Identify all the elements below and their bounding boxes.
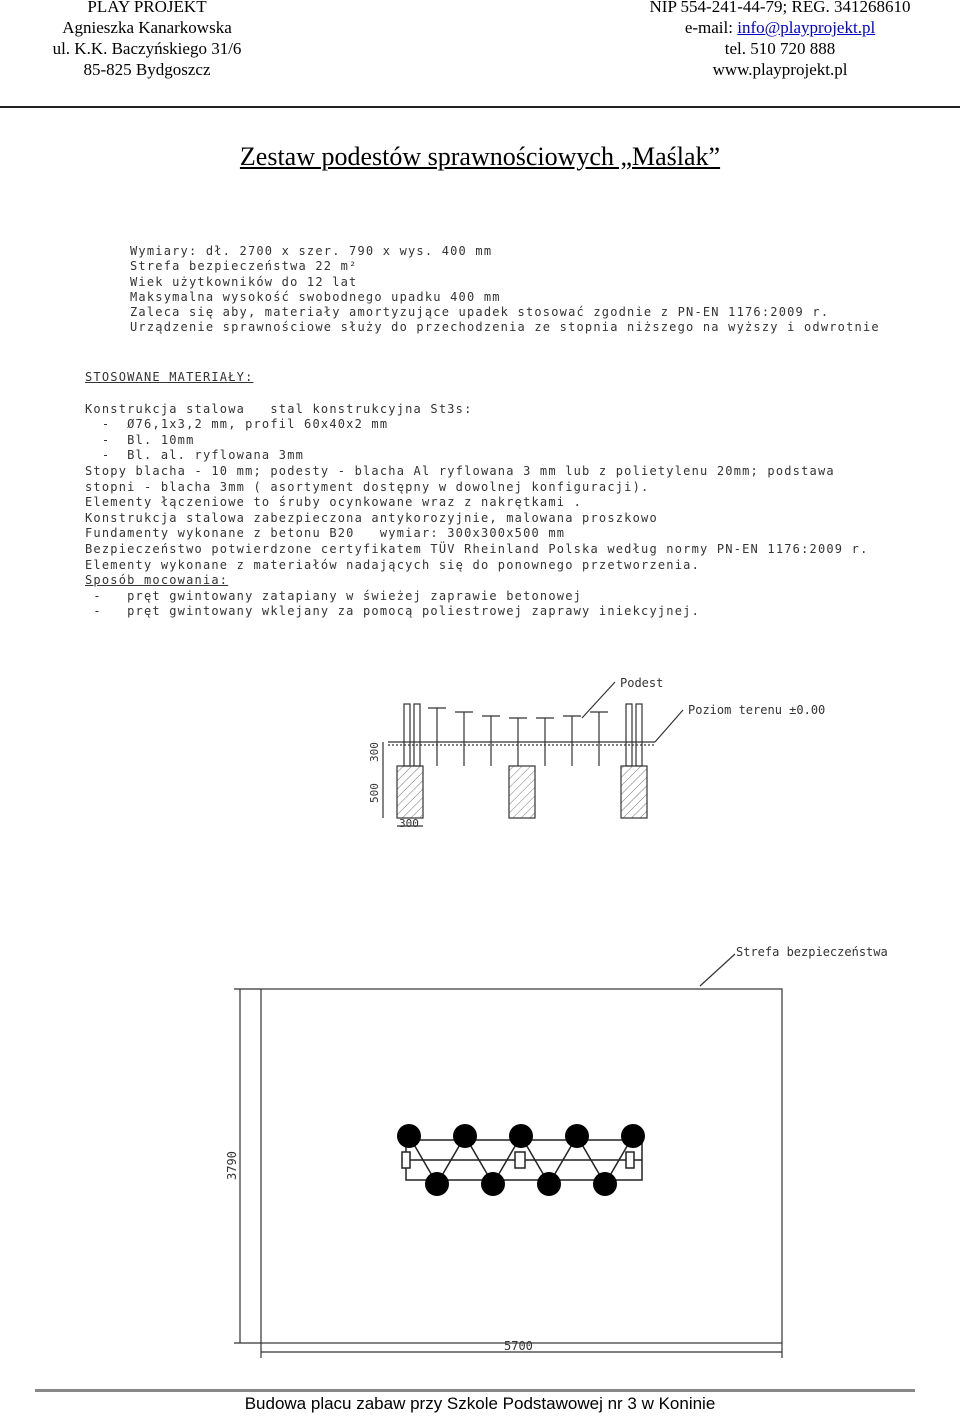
email-label: e-mail: <box>684 18 738 37</box>
spec-line: Urządzenie sprawnościowe służy do przechodzenia ze stopnia niższego na wyższy i odwrotnie <box>130 320 880 335</box>
materials-section <box>85 370 869 620</box>
materials-line: Bezpieczeństwo potwierdzone certyfikatem TÜV Rheinland Polska według normy PN-EN 1176:2009 r. <box>85 541 869 556</box>
mounting-line: - pręt gwintowany wklejany za pomocą poliestrowej zaprawy iniekcyjnej. <box>85 604 700 619</box>
footer-text: Budowa placu zabaw przy Szkole Podstawowej nr 3 w Koninie <box>244 1394 716 1413</box>
materials-heading: STOSOWANE MATERIAŁY: <box>85 370 254 384</box>
elevation-drawing <box>0 660 960 840</box>
label-platform: Podest <box>620 676 664 690</box>
document-title: Zestaw podestów sprawnościowych „Maślak” <box>239 142 721 171</box>
materials-line: Elementy wykonane z materiałów nadających się do ponownego przetworzenia. <box>85 557 700 572</box>
dim-width: 5700 <box>504 1339 533 1353</box>
spec-line: Strefa bezpieczeństwa 22 m² <box>130 259 358 274</box>
dim-height: 3790 <box>225 1151 239 1180</box>
materials-line: - Bl. 10mm <box>85 432 195 447</box>
materials-line: Elementy łączeniowe to śruby ocynkowane wraz z nakrętkami . <box>85 495 583 510</box>
elevation-structure <box>383 682 683 826</box>
company-address-block <box>32 0 262 80</box>
materials-line: Fundamenty wykonane z betonu B20 wymiar: 300x300x500 mm <box>85 526 566 541</box>
spec-line: Wymiary: dł. 2700 x szer. 790 x wys. 400 mm <box>130 244 493 258</box>
materials-line: Konstrukcja stalowa zabezpieczona antykorozyjnie, malowana proszkowo <box>85 510 658 525</box>
dim-500-vertical: 500 <box>368 783 381 803</box>
spec-list <box>130 244 880 336</box>
company-street: ul. K.K. Baczyńskiego 31/6 <box>52 39 242 58</box>
footer-divider <box>35 1389 915 1392</box>
dim-300-vertical: 300 <box>368 742 381 762</box>
materials-line: stopni - blacha 3mm ( asortyment dostępny w dowolnej konfiguracji). <box>85 479 650 494</box>
website-link[interactable]: www.playprojekt.pl <box>712 60 848 79</box>
plan-drawing <box>0 940 960 1360</box>
safety-zone-outline <box>234 954 782 1358</box>
spec-line: Maksymalna wysokość swobodnego upadku 400 mm <box>130 289 501 304</box>
header-divider <box>0 106 960 108</box>
materials-line: - Bl. al. ryflowana 3mm <box>85 448 305 463</box>
spec-line: Zaleca się aby, materiały amortyzujące upadek stosować zgodnie z PN-EN 1176:2009 r. <box>130 305 830 320</box>
spec-line: Wiek użytkowników do 12 lat <box>130 274 358 289</box>
label-safety-zone: Strefa bezpieczeństwa <box>736 945 888 959</box>
company-nip: NIP 554-241-44-79; REG. 341268610 <box>649 0 911 16</box>
mounting-heading: Sposób mocowania: <box>85 573 229 588</box>
company-city: 85-825 Bydgoszcz <box>83 60 211 79</box>
company-owner: Agnieszka Kanarkowska <box>62 18 232 37</box>
label-ground-level: Poziom terenu ±0.00 <box>688 703 826 717</box>
materials-line: Konstrukcja stalowa stal konstrukcyjna St3s: <box>85 401 473 416</box>
company-name: PLAY PROJEKT <box>87 0 207 16</box>
materials-line: - Ø76,1x3,2 mm, profil 60x40x2 mm <box>85 417 389 432</box>
mounting-line: - pręt gwintowany zatapiany w świeżej zaprawie betonowej <box>85 588 583 603</box>
company-phone: tel. 510 720 888 <box>724 39 836 58</box>
email-line <box>620 17 940 38</box>
dim-300-horizontal: 300 <box>399 817 419 830</box>
materials-line: Stopy blacha - 10 mm; podesty - blacha Al ryflowana 3 mm lub z polietylenu 20mm; podstawa <box>85 463 835 478</box>
email-link[interactable]: info@playprojekt.pl <box>737 18 876 37</box>
company-contact-block <box>620 0 940 80</box>
